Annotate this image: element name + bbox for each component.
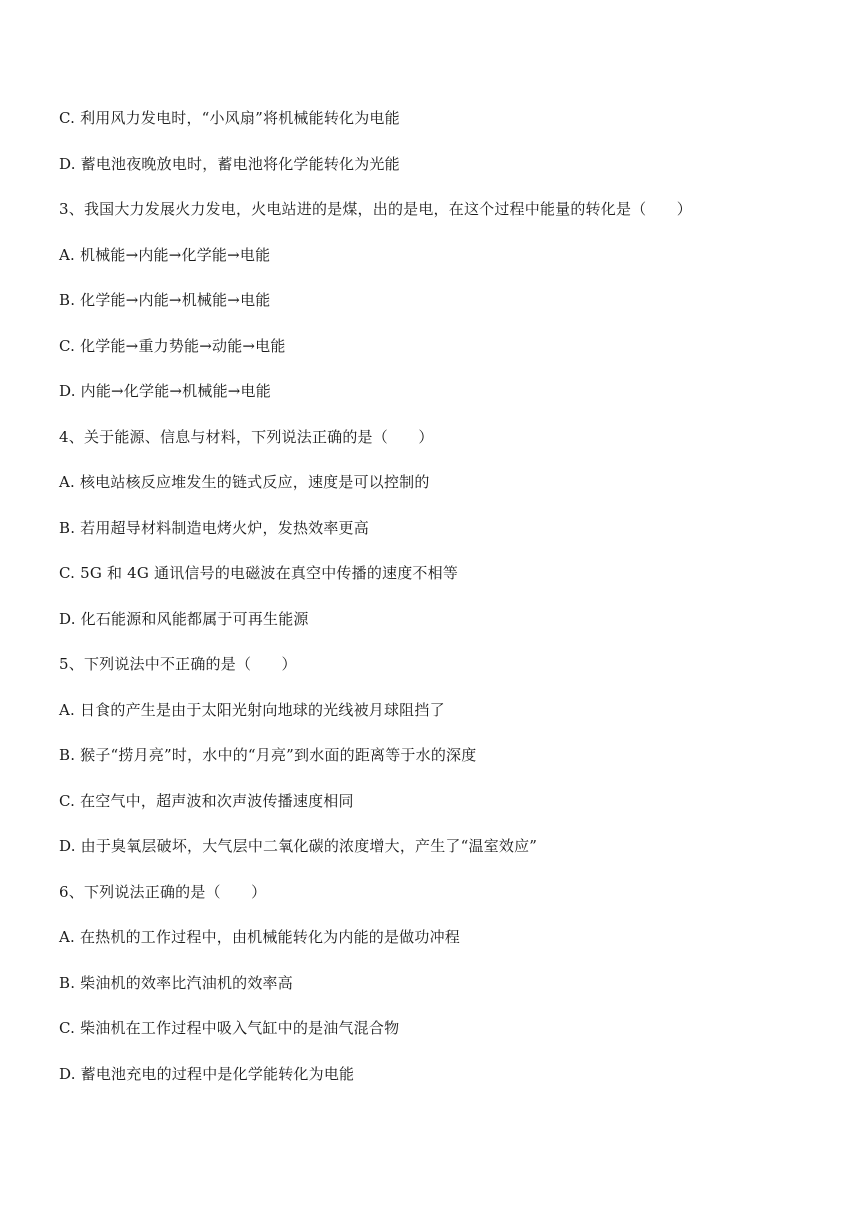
q3-option-b: B. 化学能→内能→机械能→电能 (59, 291, 271, 309)
q4-option-a: A. 核电站核反应堆发生的链式反应，速度是可以控制的 (59, 473, 430, 491)
q3-option-d: D. 内能→化学能→机械能→电能 (59, 382, 271, 400)
q6-option-b: B. 柴油机的效率比汽油机的效率高 (59, 974, 293, 992)
q5-option-a: A. 日食的产生是由于太阳光射向地球的光线被月球阻挡了 (59, 701, 445, 719)
q4-stem: 4、关于能源、信息与材料，下列说法正确的是（ ） (59, 428, 434, 446)
q6-option-d: D. 蓄电池充电的过程中是化学能转化为电能 (59, 1065, 355, 1083)
q4-option-d: D. 化石能源和风能都属于可再生能源 (59, 610, 309, 628)
q5-option-c: C. 在空气中，超声波和次声波传播速度相同 (59, 792, 354, 810)
q5-option-d: D. 由于臭氧层破坏，大气层中二氧化碳的浓度增大，产生了“温室效应” (59, 837, 538, 855)
q3-option-c: C. 化学能→重力势能→动能→电能 (59, 337, 286, 355)
q5-option-b: B. 猴子“捞月亮”时，水中的“月亮”到水面的距离等于水的深度 (59, 746, 477, 764)
q5-stem: 5、下列说法中不正确的是（ ） (59, 655, 297, 673)
q2-option-c: C. 利用风力发电时，“小风扇”将机械能转化为电能 (59, 109, 400, 127)
q3-stem: 3、我国大力发展火力发电，火电站进的是煤，出的是电，在这个过程中能量的转化是（ ） (59, 200, 692, 218)
q4-option-b: B. 若用超导材料制造电烤火炉，发热效率更高 (59, 519, 369, 537)
q6-stem: 6、下列说法正确的是（ ） (59, 883, 267, 901)
q6-option-a: A. 在热机的工作过程中，由机械能转化为内能的是做功冲程 (59, 928, 460, 946)
q6-option-c: C. 柴油机在工作过程中吸入气缸中的是油气混合物 (59, 1019, 400, 1037)
q2-option-d: D. 蓄电池夜晚放电时，蓄电池将化学能转化为光能 (59, 155, 400, 173)
q4-option-c: C. 5G 和 4G 通讯信号的电磁波在真空中传播的速度不相等 (59, 564, 459, 582)
q3-option-a: A. 机械能→内能→化学能→电能 (59, 246, 271, 264)
